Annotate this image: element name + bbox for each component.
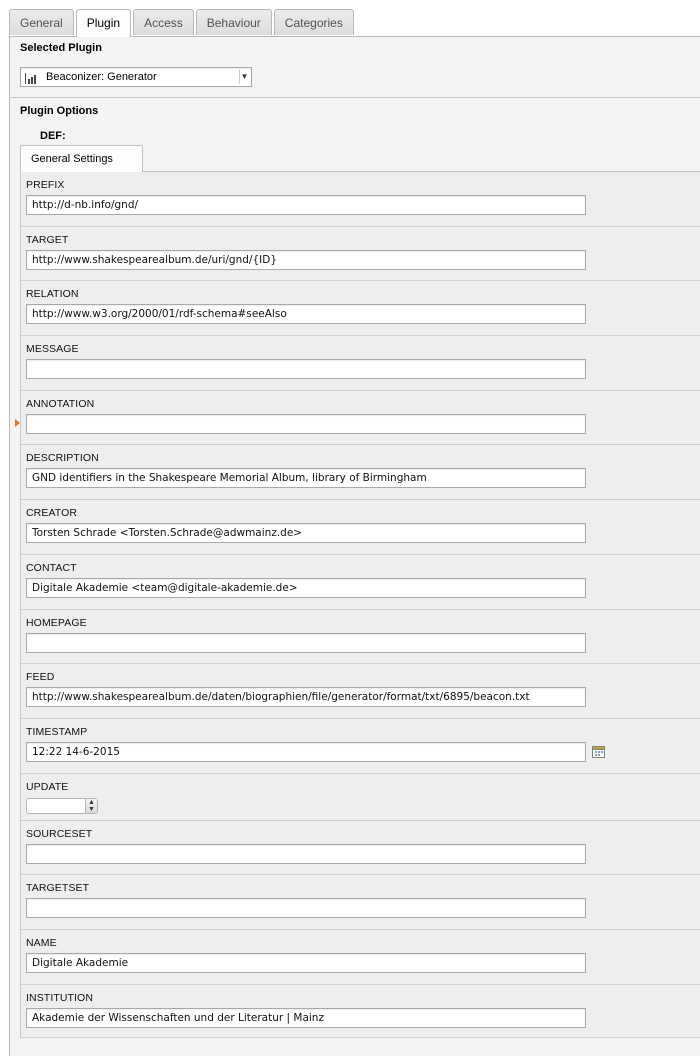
plugin-options-heading: Plugin Options — [20, 105, 99, 117]
annotation-input[interactable] — [26, 414, 586, 434]
plugin-select[interactable] — [20, 67, 252, 87]
field-label: ANNOTATION — [26, 397, 95, 410]
field-label: RELATION — [26, 288, 79, 301]
chevron-down-icon: ▼ — [239, 70, 249, 84]
field-description — [21, 445, 700, 500]
tab-access[interactable]: Access — [133, 9, 194, 35]
field-label: HOMEPAGE — [26, 616, 87, 629]
field-label: DESCRIPTION — [26, 452, 99, 465]
homepage-input[interactable] — [26, 633, 586, 653]
field-label: FEED — [26, 671, 55, 684]
field-label: TARGET — [26, 233, 69, 246]
selected-plugin-heading: Selected Plugin — [20, 42, 102, 54]
field-message — [21, 336, 700, 391]
field-institution — [21, 985, 700, 1038]
creator-input[interactable]: Torsten Schrade <Torsten.Schrade@adwmainz.de> — [26, 523, 586, 543]
relation-input[interactable]: http://www.w3.org/2000/01/rdf-schema#seeAlso — [26, 304, 586, 324]
field-contact — [21, 555, 700, 610]
field-label: MESSAGE — [26, 343, 79, 356]
field-label: TARGETSET — [26, 882, 90, 895]
field-update — [21, 774, 700, 821]
sheet-label: DEF: — [40, 130, 66, 142]
field-homepage — [21, 610, 700, 665]
field-prefix — [21, 172, 700, 227]
tab-categories[interactable]: Categories — [274, 9, 354, 35]
sourceset-input[interactable] — [26, 844, 586, 864]
field-label: CONTACT — [26, 561, 77, 574]
tab-behaviour[interactable]: Behaviour — [196, 9, 272, 35]
field-target — [21, 227, 700, 282]
field-label: CREATOR — [26, 507, 78, 520]
plugin-select-value: Beaconizer: Generator — [46, 71, 157, 83]
institution-input[interactable]: Akademie der Wissenschaften und der Literatur | Mainz — [26, 1008, 586, 1028]
field-creator — [21, 500, 700, 555]
field-name — [21, 930, 700, 985]
tab-general[interactable]: General — [9, 9, 74, 35]
feed-input[interactable]: http://www.shakespearealbum.de/daten/biographien/file/generator/format/txt/6895/beacon.txt — [26, 687, 586, 707]
field-relation — [21, 281, 700, 336]
targetset-input[interactable] — [26, 898, 586, 918]
tab-general-settings[interactable]: General Settings — [20, 145, 143, 172]
plugin-icon — [25, 72, 38, 84]
update-select[interactable] — [26, 798, 98, 814]
settings-form — [20, 171, 700, 1038]
target-input[interactable]: http://www.shakespearealbum.de/uri/gnd/{ID} — [26, 250, 586, 270]
field-label: UPDATE — [26, 780, 69, 793]
tab-plugin[interactable]: Plugin — [76, 9, 131, 37]
description-input[interactable]: GND identifiers in the Shakespeare Memorial Album, library of Birmingham — [26, 468, 586, 488]
field-annotation — [21, 391, 700, 446]
message-input[interactable] — [26, 359, 586, 379]
timestamp-input[interactable]: 12:22 14-6-2015 — [26, 742, 586, 762]
tab-bar — [9, 9, 356, 36]
divider — [9, 97, 700, 98]
name-input[interactable]: Digitale Akademie — [26, 953, 586, 973]
field-label: NAME — [26, 936, 57, 949]
field-sourceset — [21, 821, 700, 876]
contact-input[interactable]: Digitale Akademie <team@digitale-akademie.de> — [26, 578, 586, 598]
calendar-icon[interactable] — [592, 745, 605, 758]
field-label: INSTITUTION — [26, 991, 94, 1004]
field-label: SOURCESET — [26, 827, 93, 840]
field-label: PREFIX — [26, 179, 65, 191]
updown-arrows-icon: ▲ ▼ — [85, 799, 97, 813]
field-timestamp — [21, 719, 700, 774]
field-feed — [21, 664, 700, 719]
prefix-input[interactable]: http://d-nb.info/gnd/ — [26, 195, 586, 215]
field-label: TIMESTAMP — [26, 725, 88, 738]
field-targetset — [21, 875, 700, 930]
